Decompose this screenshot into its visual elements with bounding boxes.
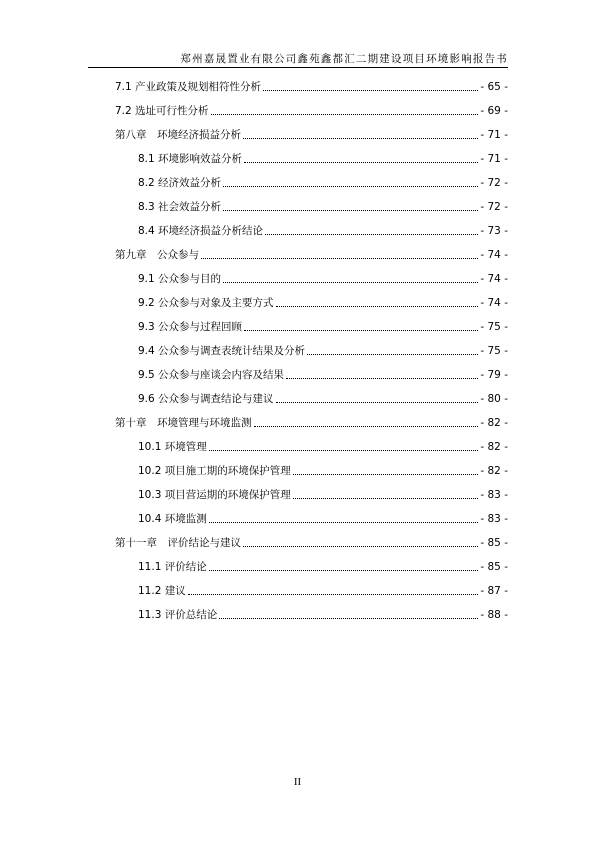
toc-entry-label: 8.1 环境影响效益分析 (138, 153, 243, 165)
toc-entry-page: - 88 - (480, 609, 508, 621)
toc-dot-leader (265, 234, 478, 235)
toc-entry[interactable] (138, 342, 508, 358)
toc-entry-label: 10.4 环境监测 (138, 513, 207, 525)
toc-entry[interactable] (115, 534, 508, 550)
toc-entry-label: 9.4 公众参与调查表统计结果及分析 (138, 345, 306, 357)
header-divider (88, 67, 508, 68)
toc-entry-label: 9.6 公众参与调查结论与建议 (138, 393, 274, 405)
toc-entry-label: 11.2 建议 (138, 585, 186, 597)
toc-entry[interactable] (138, 582, 508, 598)
toc-entry[interactable] (138, 462, 508, 478)
toc-entry-page: - 71 - (480, 129, 508, 141)
toc-dot-leader (293, 498, 479, 499)
toc-entry[interactable] (138, 390, 508, 406)
toc-entry-label: 第八章 环境经济损益分析 (115, 129, 241, 141)
toc-dot-leader (209, 522, 479, 523)
toc-entry-label: 9.2 公众参与对象及主要方式 (138, 297, 274, 309)
toc-entry-label: 10.2 项目施工期的环境保护管理 (138, 465, 291, 477)
toc-entry-label: 11.3 评价总结论 (138, 609, 218, 621)
page-number: II (293, 776, 302, 788)
toc-dot-leader (201, 258, 478, 259)
toc-entry[interactable] (138, 222, 508, 238)
toc-dot-leader (276, 402, 479, 403)
toc-entry-label: 7.1 产业政策及规划相符性分析 (115, 81, 262, 93)
toc-entry-page: - 85 - (480, 561, 508, 573)
toc-entry[interactable] (138, 318, 508, 334)
toc-entry[interactable] (138, 150, 508, 166)
toc-entry-page: - 74 - (480, 297, 508, 309)
toc-dot-leader (223, 282, 478, 283)
toc-entry[interactable] (115, 246, 508, 262)
toc-dot-leader (244, 162, 478, 163)
toc-entry-page: - 85 - (480, 537, 508, 549)
toc-entry-label: 10.1 环境管理 (138, 441, 207, 453)
toc-entry-label: 8.3 社会效益分析 (138, 201, 222, 213)
toc-entry-page: - 75 - (480, 345, 508, 357)
toc-entry[interactable] (138, 294, 508, 310)
toc-entry-page: - 83 - (480, 513, 508, 525)
toc-entry-label: 第九章 公众参与 (115, 249, 199, 261)
page-header: 郑州嘉晟置业有限公司鑫苑鑫都汇二期建设项目环境影响报告书 (180, 53, 508, 65)
toc-entry-label: 8.2 经济效益分析 (138, 177, 222, 189)
toc-entry-label: 10.3 项目营运期的环境保护管理 (138, 489, 291, 501)
toc-entry-page: - 87 - (480, 585, 508, 597)
toc-dot-leader (219, 618, 478, 619)
toc-dot-leader (307, 354, 478, 355)
toc-entry-page: - 73 - (480, 225, 508, 237)
toc-entry-label: 9.1 公众参与目的 (138, 273, 222, 285)
toc-dot-leader (188, 594, 479, 595)
toc-entry[interactable] (115, 126, 508, 142)
toc-entry[interactable] (138, 270, 508, 286)
toc-entry-page: - 72 - (480, 201, 508, 213)
toc-entry-page: - 83 - (480, 489, 508, 501)
toc-dot-leader (243, 138, 478, 139)
toc-entry-page: - 82 - (480, 441, 508, 453)
toc-entry-page: - 82 - (480, 417, 508, 429)
toc-entry-page: - 74 - (480, 249, 508, 261)
toc-entry[interactable] (115, 78, 508, 94)
toc-entry-page: - 71 - (480, 153, 508, 165)
toc-dot-leader (254, 426, 479, 427)
toc-entry-page: - 65 - (480, 81, 508, 93)
toc-dot-leader (293, 474, 479, 475)
toc-dot-leader (243, 546, 478, 547)
toc-entry[interactable] (138, 510, 508, 526)
toc-dot-leader (244, 330, 478, 331)
toc-dot-leader (223, 210, 478, 211)
toc-entry-label: 8.4 环境经济损益分析结论 (138, 225, 264, 237)
toc-entry-label: 9.3 公众参与过程回顾 (138, 321, 243, 333)
toc-entry[interactable] (115, 102, 508, 118)
toc-entry[interactable] (138, 558, 508, 574)
toc-entry[interactable] (115, 414, 508, 430)
toc-entry-page: - 79 - (480, 369, 508, 381)
toc-dot-leader (223, 186, 478, 187)
toc-dot-leader (276, 306, 479, 307)
toc-entry-page: - 69 - (480, 105, 508, 117)
toc-dot-leader (209, 450, 479, 451)
toc-entry[interactable] (138, 174, 508, 190)
toc-dot-leader (211, 114, 479, 115)
toc-entry-label: 第十章 环境管理与环境监测 (115, 417, 252, 429)
toc-entry-label: 11.1 评价结论 (138, 561, 207, 573)
toc-entry-page: - 74 - (480, 273, 508, 285)
toc-entry-label: 7.2 选址可行性分析 (115, 105, 209, 117)
toc-entry[interactable] (138, 366, 508, 382)
toc-entry[interactable] (138, 486, 508, 502)
toc-dot-leader (209, 570, 479, 571)
toc-entry[interactable] (138, 198, 508, 214)
toc-entry-label: 9.5 公众参与座谈会内容及结果 (138, 369, 285, 381)
toc-dot-leader (263, 90, 478, 91)
toc-entry-page: - 82 - (480, 465, 508, 477)
toc-entry-label: 第十一章 评价结论与建议 (115, 537, 241, 549)
toc-entry-page: - 72 - (480, 177, 508, 189)
toc-entry[interactable] (138, 606, 508, 622)
toc-entry[interactable] (138, 438, 508, 454)
toc-entry-page: - 80 - (480, 393, 508, 405)
toc-entry-page: - 75 - (480, 321, 508, 333)
toc-dot-leader (286, 378, 478, 379)
